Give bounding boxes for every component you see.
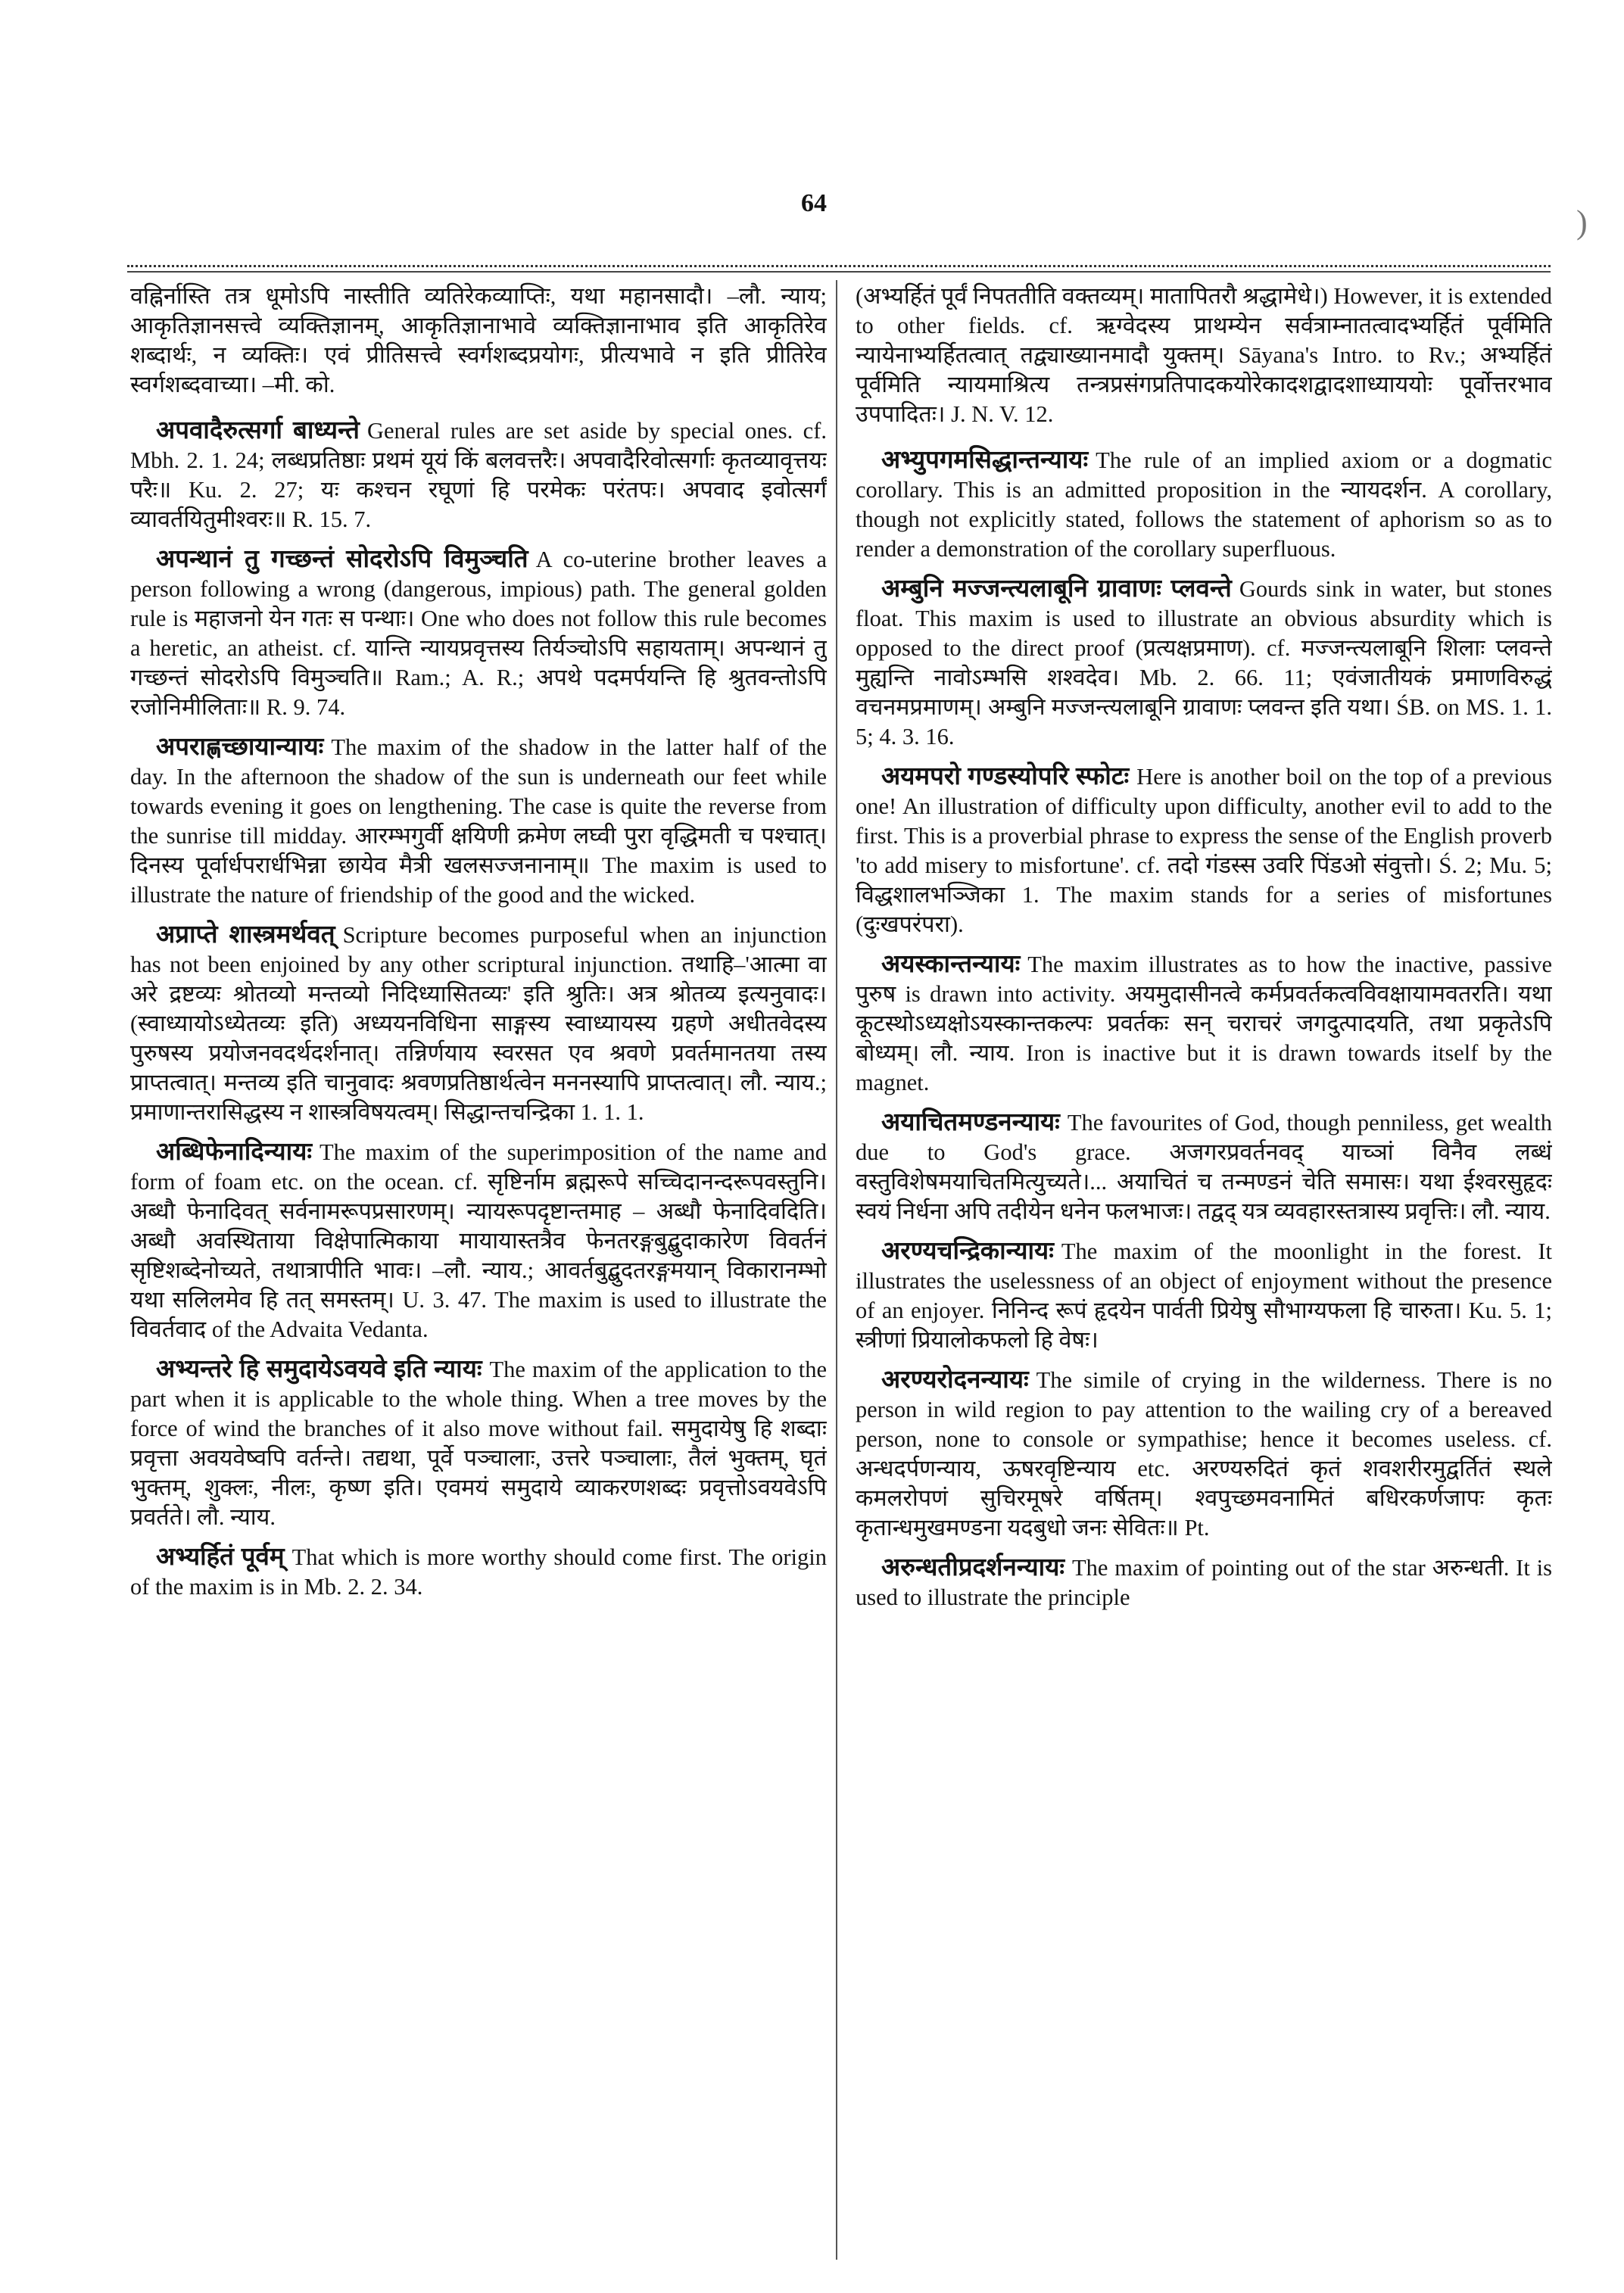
entry-abdhiphena [130, 1138, 827, 1344]
entry-abhyantare [130, 1355, 827, 1532]
right-continuation-text: (अभ्यर्हितं पूर्वं निपततीति वक्तव्यम्। मातापितरौ श्रद्धामेधे।) However, it is extended to other fields. cf. ऋग्वेदस्य प्राथम्येन सर्वत्राम्नातत्वादभ्यर्हितं पूर्वमिति न्यायेनाभ्यर्हितत्वात् तद्व्याख्यानमादौ युक्तम्। Sāyana's Intro. to Rv.; अभ्यर्हितं पूर्वमिति न्यायमाश्रित्य तन्त्रप्रसंगप्रतिपादकयोरेकादशद्वादशाध्याययोः पूर्वोत्तरभाव उपपादितः। J. N. V. 12. [856, 283, 1552, 427]
right-column [856, 282, 1552, 2257]
entry-body: A co-uterine brother leaves a person following a wrong (dangerous, impious) path. The general golden rule is महाजनो येन गतः स पन्थाः। One who does not follow this rule becomes a heretic, an atheist. cf. यान्ति न्यायप्रवृत्तस्य तिर्यञ्चोऽपि सहायताम्। अपन्थानं तु गच्छन्तं सोदरोऽपि विमुञ्चति॥ Ram.; A. R.; अपथे पदमर्पयन्ति हि श्रुतवन्तोऽपि रजोनिमीलिताः॥ R. 9. 74. [130, 547, 827, 720]
entry-ayamaparo [856, 762, 1552, 939]
entry-headword: अभ्यर्हितं पूर्वम् [156, 1544, 285, 1571]
entry-ayaskanta [856, 950, 1552, 1098]
entry-body: The rule of an implied axiom or a dogmatic corollary. This is an admitted proposition in the न्यायदर्शन. A corollary, though not explicitly stated, follows the statement of aphorism so as to render a demonstration of the corollary superfluous. [856, 447, 1552, 562]
entry-headword: अयस्कान्तन्यायः [881, 951, 1021, 978]
entry-headword: अरण्यचन्द्रिकान्यायः [881, 1238, 1054, 1265]
entry-headword: अरण्यरोदनन्यायः [881, 1366, 1029, 1394]
page-number: 64 [801, 189, 827, 217]
entry-body: The favourites of God, though penniless, get wealth due to God's grace. अजगरप्रवर्तनवद् याच्ञां विनैव लब्धं वस्तुविशेषमयाचितमित्युच्यते।... अयाचितं च तन्मण्डनं चेति समासः। यथा ईश्वरसुहृदः स्वयं निर्धना अपि तदीयेन धनेन फलभाजः। तद्वद् यत्र व्यवहारस्तत्रास्य प्रवृत्तिः। लौ. न्याय. [856, 1110, 1552, 1224]
entry-headword: अब्धिफेनादिन्यायः [156, 1139, 313, 1166]
left-continuation-text: वह्निर्नास्ति तत्र धूमोऽपि नास्तीति व्यतिरेकव्याप्तिः, यथा महानसादौ। –लौ. न्याय; आकृतिज्ञानसत्त्वे व्यक्तिज्ञानम्, आकृतिज्ञानाभावे व्यक्तिज्ञानाभाव इति आकृतिरेव शब्दार्थः, न व्यक्तिः। एवं प्रीतिसत्त्वे स्वर्गशब्दप्रयोगः, प्रीत्यभावे न इति प्रीतिरेव स्वर्गशब्दवाच्या। –मी. को. [130, 283, 827, 397]
entry-aparahna [130, 733, 827, 910]
entry-headword: अभ्युपगमसिद्धान्तन्यायः [881, 447, 1089, 474]
entry-body: Here is another boil on the top of a previous one! An illustration of difficulty upon difficulty, another evil to add to the first. This is a proverbial phrase to express the sense of the English proverb 'to add misery to misfortune'. cf. तदो गंडस्स उवरि पिंडओ संवुत्तो। Ś. 2; Mu. 5; विद्धशालभञ्जिका 1. The maxim stands for a series of misfortunes (दुःखपरंपरा). [856, 764, 1552, 937]
entry-abhyupagama [856, 446, 1552, 564]
left-column [130, 282, 827, 2257]
entry-headword: अयाचितमण्डनन्यायः [881, 1109, 1060, 1136]
entry-headword: अपवादैरुत्सर्गा बाध्यन्ते [156, 417, 360, 444]
entry-body: The simile of crying in the wilderness. There is no person in wild region to pay attention to the wailing cry of a bereaved person, none to console or sympathise; hence it becomes useless. cf. अन्धदर्पणन्याय, ऊषरवृष्टिन्याय etc. अरण्यरुदितं कृतं शवशरीरमुद्वर्तितं स्थले कमलरोपणं सुचिरमूषरे वर्षितम्। श्वपुच्छमवनामितं बधिरकर्णजापः कृतः कृतान्धमुखमण्डना यदबुधो जनः सेवितः॥ Pt. [856, 1367, 1552, 1541]
entry-ayachita [856, 1108, 1552, 1226]
entry-headword: अम्बुनि मज्जन्त्यलाबूनि ग्रावाणः प्लवन्ते [881, 575, 1232, 603]
entry-aprapte [130, 921, 827, 1127]
entry-headword: अभ्यन्तरे हि समुदायेऽवयवे इति न्यायः [156, 1356, 482, 1383]
entry-body: The maxim of pointing out of the star अरुन्धती. It is used to illustrate the principle [856, 1555, 1552, 1610]
header-rule [127, 271, 1551, 273]
entry-apavada [130, 416, 827, 534]
entry-headword: अप्राप्ते शास्त्रमर्थवत् [156, 921, 335, 949]
entry-body: Scripture becomes purposeful when an injunction has not been enjoined by any other scriptural injunction. तथाहि–'आत्मा वा अरे द्रष्टव्यः श्रोतव्यो मन्तव्यो निदिध्यासितव्यः' इति श्रुतिः। अत्र श्रोतव्य इत्यनुवादः। (स्वाध्यायोऽध्येतव्यः इति) अध्ययनविधिना साङ्गस्य स्वाध्यायस्य ग्रहणे अधीतवेदस्य पुरुषस्य प्रयोजनवदर्थदर्शनात्। तन्निर्णयाय स्वरसत एव श्रवणे प्रवर्तमानतया तस्य प्राप्तत्वात्। मन्तव्य इति चानुवादः श्रवणप्रतिष्ठार्थत्वेन मननस्यापि प्राप्तत्वात्। लौ. न्याय.; प्रमाणान्तरासिद्धस्य न शास्त्रविषयत्वम्। सिद्धान्तचन्द्रिका 1. 1. 1. [130, 922, 827, 1125]
column-divider [836, 280, 837, 2260]
entry-body: Gourds sink in water, but stones float. This maxim is used to illustrate an obvious absurdity which is opposed to the direct proof (प्रत्यक्षप्रमाण). cf. मज्जन्त्यलाबूनि शिलाः प्लवन्ते मुह्यन्ति नावोऽम्भसि शश्वदेव। Mb. 2. 66. 11; एवंजातीयकं प्रमाणविरुद्धं वचनमप्रमाणम्। अम्बुनि मज्जन्त्यलाबूनि ग्रावाणः प्लवन्त इति यथा। ŚB. on MS. 1. 1. 5; 4. 3. 16. [856, 576, 1552, 749]
entry-body: The maxim of the application to the part when it is applicable to the whole thing. When a tree moves by the force of wind the branches of it also move without fail. समुदायेषु हि शब्दाः प्रवृत्ता अवयवेष्वपि वर्तन्ते। तद्यथा, पूर्वे पञ्चालाः, उत्तरे पञ्चालाः, तैलं भुक्तम्, घृतं भुक्तम्, शुक्लः, नीलः, कृष्ण इति। एवमयं समुदाये व्याकरणशब्दः प्रवृत्तोऽवयवेऽपि प्रवर्तते। लौ. न्याय. [130, 1357, 827, 1530]
entry-body: The maxim of the superimposition of the name and form of foam etc. on the ocean. cf. सृष्टिर्नाम ब्रह्मरूपे सच्चिदानन्दरूपवस्तुनि। अब्धौ फेनादिवत् सर्वनामरूपप्रसारणम्। न्यायरूपदृष्टान्तमाह – अब्धौ फेनादिवदिति। अब्धौ अवस्थिताया विक्षेपात्मिकाया मायायास्तत्रैव फेनतरङ्गबुद्बुदाकारेण विवर्तनं सृष्टिशब्देनोच्यते, तथात्रापीति भावः। –लौ. न्याय.; आवर्तबुद्बुदतरङ्गमयान् विकारानम्भो यथा सलिलमेव हि तत् समस्तम्। U. 3. 47. The maxim is used to illustrate the विवर्तवाद of the Advaita Vedanta. [130, 1139, 827, 1342]
entry-aranyachandrika [856, 1237, 1552, 1355]
entry-body: That which is more worthy should come first. The origin of the maxim is in Mb. 2. 2. 34. [130, 1544, 827, 1600]
entry-headword: अरुन्धतीप्रदर्शनन्यायः [881, 1554, 1065, 1581]
entry-body: The maxim of the shadow in the latter half of the day. In the afternoon the shadow of the sun is underneath our feet while towards evening it goes on lengthening. The case is quite the reverse from the sunrise till midday. आरम्भगुर्वी क्षयिणी क्रमेण लघ्वी पुरा वृद्धिमती च पश्चात्। दिनस्य पूर्वार्धपरार्धभिन्ना छायेव मैत्री खलसज्जनानाम्॥ The maxim is used to illustrate the nature of friendship of the good and the wicked. [130, 734, 827, 908]
entry-abhyarhitam [130, 1543, 827, 1602]
header-rule-dotted [127, 265, 1551, 267]
entry-aranyarodana [856, 1366, 1552, 1543]
entry-body: The maxim of the moonlight in the forest. It illustrates the uselessness of an object of enjoyment without the presence of an enjoyer. निनिन्द रूपं हृदयेन पार्वती प्रियेषु सौभाग्यफला हि चारुता। Ku. 5. 1; स्त्रीणां प्रियालोकफलो हि वेषः। [856, 1238, 1552, 1353]
entry-body: General rules are set aside by special ones. cf. Mbh. 2. 1. 24; लब्धप्रतिष्ठाः प्रथमं यूयं किं बलवत्तरैः। अपवादैरिवोत्सर्गाः कृतव्यावृत्तयः परैः॥ Ku. 2. 27; यः कश्चन रघूणां हि परमेकः परंतपः। अपवाद इवोत्सर्गं व्यावर्तयितुमीश्वरः॥ R. 15. 7. [130, 418, 827, 532]
entry-arundhati [856, 1553, 1552, 1612]
entry-ambuni [856, 575, 1552, 752]
scan-edge-mark: ) [1576, 204, 1588, 241]
entry-apanthanam [130, 545, 827, 722]
entry-headword: अपन्थानं तु गच्छन्तं सोदरोऽपि विमुञ्चति [156, 546, 528, 573]
entry-headword: अयमपरो गण्डस्योपरि स्फोटः [881, 763, 1130, 790]
entry-body: The maxim illustrates as to how the inactive, passive पुरुष is drawn into activity. अयमुदासीनत्वे कर्मप्रवर्तकत्वविवक्षायामवतरति। यथा कूटस्थोऽध्यक्षोऽयस्कान्तकल्पः प्रवर्तकः सन् चराचरं जगदुत्पादयति, तथा प्रकृतेऽपि बोध्यम्। लौ. न्याय. Iron is inactive but it is drawn towards itself by the magnet. [856, 952, 1552, 1095]
entry-headword: अपराह्णच्छायान्यायः [156, 734, 324, 761]
